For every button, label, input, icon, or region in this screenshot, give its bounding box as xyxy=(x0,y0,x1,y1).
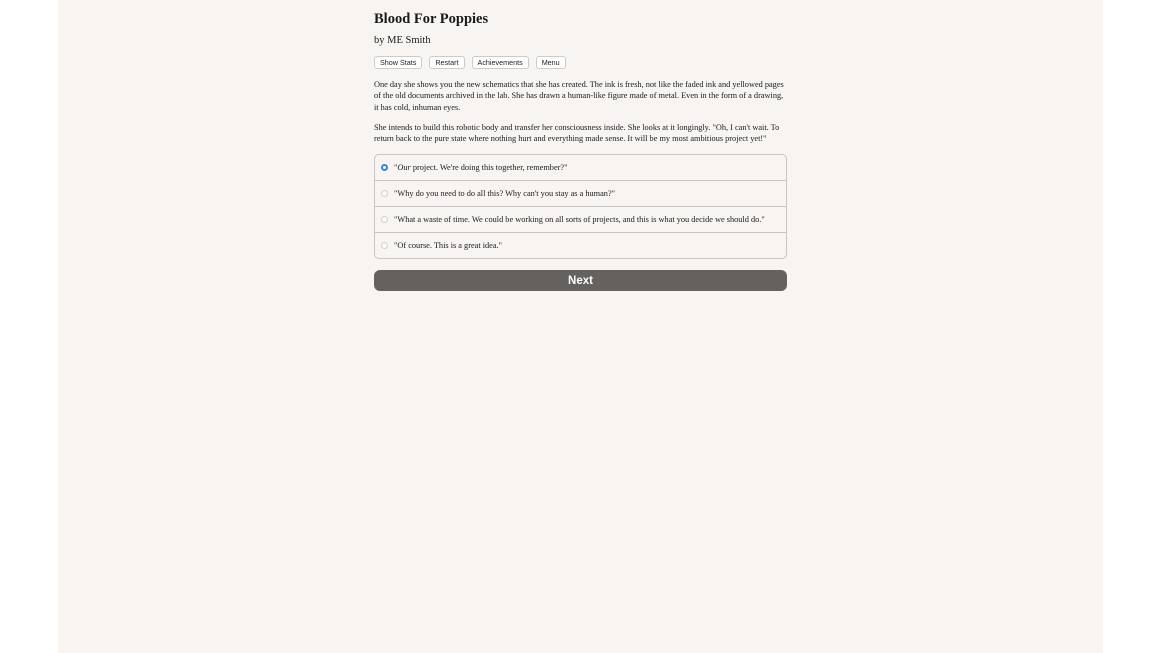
radio-unselected-icon[interactable] xyxy=(381,216,388,223)
choice-label: "Of course. This is a great idea." xyxy=(394,241,502,251)
restart-button[interactable]: Restart xyxy=(429,56,464,69)
game-title: Blood For Poppies xyxy=(374,11,489,27)
toolbar xyxy=(374,56,787,69)
game-author: by ME Smith xyxy=(374,35,431,46)
radio-unselected-icon[interactable] xyxy=(381,190,388,197)
choice-option-2[interactable] xyxy=(375,180,786,206)
choice-option-3[interactable] xyxy=(375,206,786,232)
choice-option-4[interactable] xyxy=(375,232,786,258)
choice-label: "Our project. We're doing this together, remember?" xyxy=(394,163,568,173)
achievements-button[interactable]: Achievements xyxy=(472,56,529,69)
game-page xyxy=(58,0,1103,653)
menu-button[interactable]: Menu xyxy=(536,56,566,69)
choice-option-1[interactable] xyxy=(375,155,786,180)
choice-list xyxy=(374,154,787,259)
radio-selected-icon[interactable] xyxy=(381,164,388,171)
next-button[interactable]: Next xyxy=(374,270,787,291)
story-paragraph: One day she shows you the new schematics that she has created. The ink is fresh, not like the faded ink and yellowed pages of the old documents archived in the lab. She has drawn a human-like figure made of metal. Even in the form of a drawing, it has cold, inhuman eyes. xyxy=(374,80,784,112)
show-stats-button[interactable]: Show Stats xyxy=(374,56,422,69)
choice-label: "What a waste of time. We could be working on all sorts of projects, and this is what you decide we should do." xyxy=(394,215,765,225)
choice-label: "Why do you need to do all this? Why can't you stay as a human?" xyxy=(394,189,616,199)
story-container xyxy=(374,10,787,291)
radio-unselected-icon[interactable] xyxy=(381,242,388,249)
story-paragraph: She intends to build this robotic body and transfer her consciousness inside. She looks at it longingly. "Oh, I can't wait. To return back to the pure state where nothing hurt and everything made sense. It will be my most ambitious project yet!" xyxy=(374,122,780,144)
